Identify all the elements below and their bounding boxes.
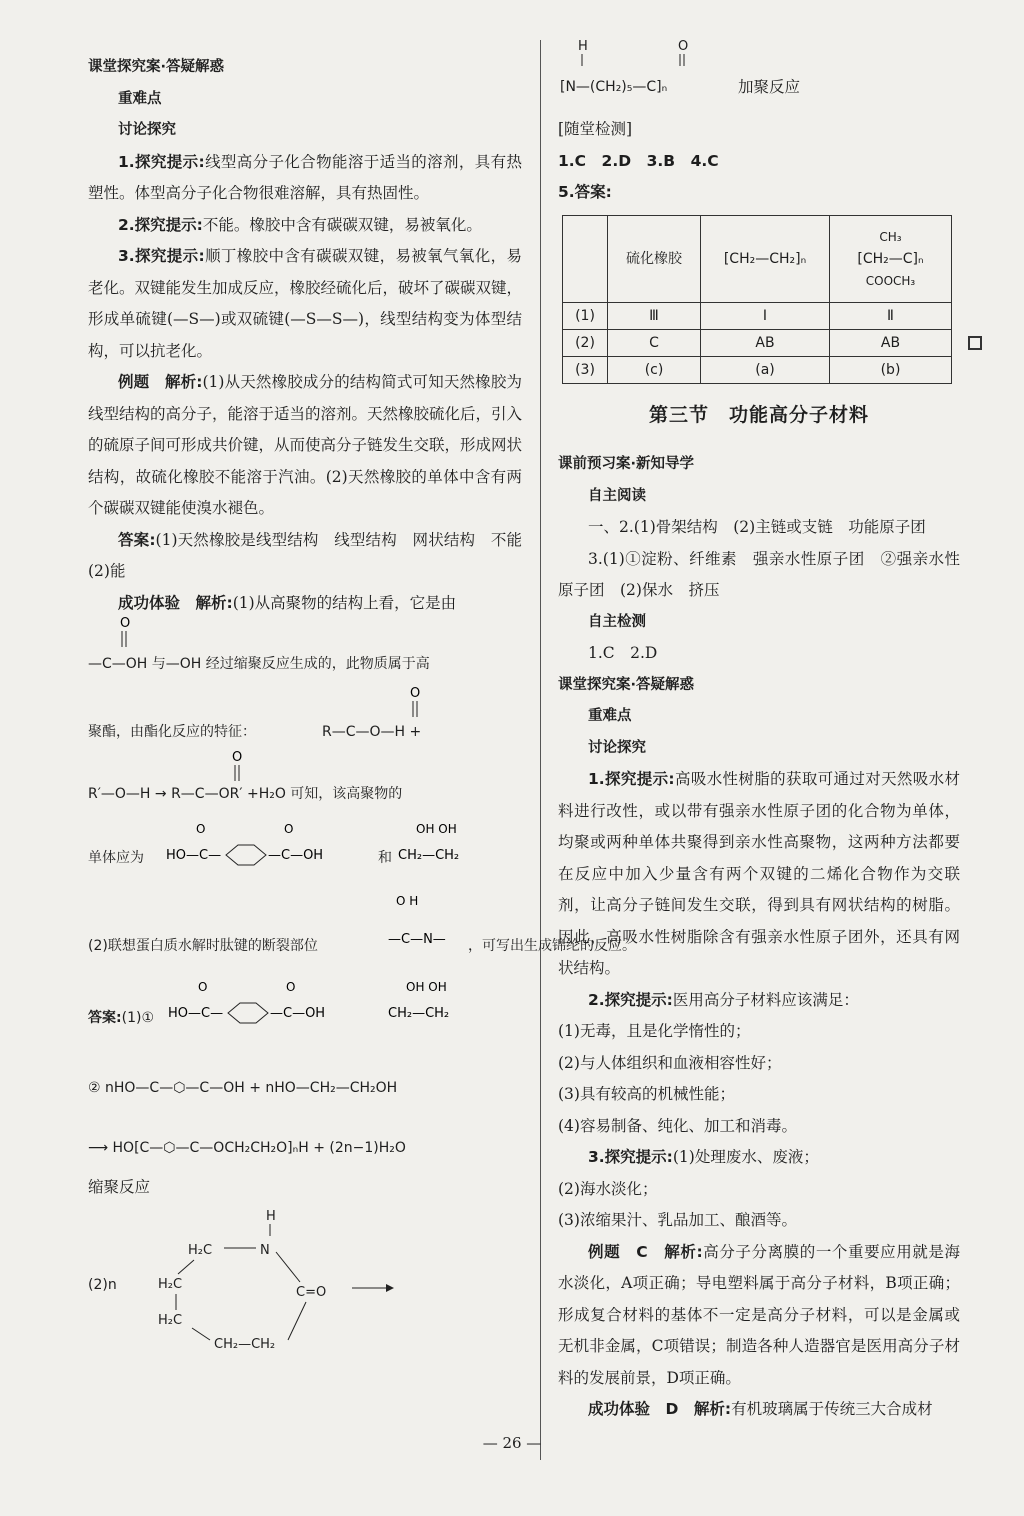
self-test-answers: 1.C 2.D xyxy=(588,644,658,662)
svg-text:CH₂—CH₂: CH₂—CH₂ xyxy=(398,848,460,863)
svg-text:H₂C: H₂C xyxy=(188,1242,213,1258)
terephthalic-acid-structure xyxy=(166,819,366,879)
list-item: (4)容易制备、纯化、加工和消毒。 xyxy=(558,1116,797,1135)
table-cell: Ⅲ xyxy=(608,302,701,329)
corner-mark-icon xyxy=(968,336,982,350)
in-class-test-answers: 1.C 2.D 3.B 4.C xyxy=(558,151,719,170)
example-answer: 答案:(1)天然橡胶是线型结构 线型结构 网状结构 不能 (2)能 xyxy=(88,530,538,580)
preview-heading: 课前预习案·新知导学 xyxy=(558,456,695,472)
answer2-reaction-type: 缩聚反应 xyxy=(88,1178,151,1196)
ester-reaction xyxy=(88,685,522,755)
right-column xyxy=(558,39,960,1426)
list-item: (1)无毒，且是化学惰性的； xyxy=(558,1022,751,1040)
nylon-reaction xyxy=(88,1204,522,1354)
nylon-reaction-type: 加聚反应 xyxy=(738,78,801,96)
svg-text:O: O xyxy=(120,616,131,631)
svg-text:H: H xyxy=(578,39,588,54)
table-cell: (c) xyxy=(608,356,701,383)
list-item: (3)浓缩果汁、乳品加工、酿酒等。 xyxy=(558,1211,797,1229)
answer2-step3: ⟶ HO[C—⬡—C—OCH₂CH₂O]ₙH + (2n−1)H₂O xyxy=(88,1139,406,1156)
table-header-cell: 硫化橡胶 xyxy=(608,215,701,302)
table-cell: (2) xyxy=(563,329,608,356)
ester-formula-2: R′—O—H → R—C—OR′ +H₂O 可知，该高聚物的 xyxy=(88,786,403,802)
section-heading: 课堂探究案·答疑解惑 xyxy=(88,59,225,75)
amide-bond-structure xyxy=(388,891,468,951)
table-header-cell: CH₃ [CH₂—C]ₙ COOCH₃ xyxy=(830,215,952,302)
nylon-product-formula: [N—(CH₂)₅—C]ₙ xyxy=(560,79,668,95)
caprolactam-ring-structure xyxy=(128,1204,408,1354)
svg-text:CH₂—CH₂: CH₂—CH₂ xyxy=(388,1006,450,1021)
table-cell: AB xyxy=(830,329,952,356)
ethylene-glycol-structure-2 xyxy=(388,977,508,1037)
list-item: (2)海水淡化； xyxy=(558,1179,658,1198)
success-r: 成功体验 D 解析:有机玻璃属于传统三大合成材 xyxy=(588,1400,933,1418)
reading-answer-1: 一、2.(1)骨架结构 (2)主链或支链 功能原子团 xyxy=(588,518,926,536)
table-cell: (a) xyxy=(701,356,830,383)
carbonyl-structure xyxy=(106,613,146,653)
svg-text:O: O xyxy=(410,686,421,701)
answer2-line xyxy=(88,973,522,1051)
svg-text:H₂C: H₂C xyxy=(158,1276,183,1292)
svg-text:—C—N—: —C—N— xyxy=(388,932,446,947)
svg-text:O H: O H xyxy=(396,894,419,908)
ethylene-glycol-structure xyxy=(398,819,518,879)
discussion-3: 3.探究提示:顺丁橡胶中含有碳碳双键，易被氧气氧化，易老化。双键能发生加成反应，橡胶经硫化后，破坏了碳碳双键，形成单硫键(—S—)或双硫键(—S—S—)，线型结构变为体型结构，可以抗老化。 xyxy=(88,247,523,360)
svg-text:O: O xyxy=(678,39,689,54)
ester-carbonyl xyxy=(402,683,432,723)
discussion-r2: 2.探究提示:医用高分子材料应该满足： xyxy=(588,990,859,1009)
svg-text:H₂C: H₂C xyxy=(158,1312,183,1328)
monomer-text: 单体应为 xyxy=(88,850,144,866)
amide-line xyxy=(88,893,636,973)
subheading-discussion-2: 讨论探究 xyxy=(588,739,646,756)
ester-text: 聚酯，由酯化反应的特征： xyxy=(88,724,256,740)
nylon-product xyxy=(558,39,960,114)
svg-text:H: H xyxy=(266,1208,276,1224)
answer2-step2: ② nHO—C—⬡—C—OH + nHO—CH₂—CH₂OH xyxy=(88,1080,398,1096)
list-item: (2)与人体组织和血液相容性好； xyxy=(558,1053,782,1072)
svg-text:O: O xyxy=(196,822,206,836)
svg-text:—C—OH: —C—OH xyxy=(268,848,324,863)
table-cell: (b) xyxy=(830,356,952,383)
example-r: 例题 C 解析:高分子分离膜的一个重要应用就是海水淡化，A项正确；导电塑料属于高分子材料，B项正确；形成复合材料的基体不一定是高分子材料，可以是金属或无机非金属，C项错误；制造各种人造器官是医用高分子材料的发展前景，D项正确。 xyxy=(558,1242,960,1387)
svg-text:C=O: C=O xyxy=(296,1284,327,1300)
table-cell: (3) xyxy=(563,356,608,383)
table-cell: Ⅰ xyxy=(701,302,830,329)
table-row xyxy=(563,302,952,329)
svg-text:O: O xyxy=(232,750,243,765)
svg-text:N: N xyxy=(260,1242,270,1258)
example-analysis: 例题 解析:(1)从天然橡胶成分的结构简式可知天然橡胶为线型结构的高分子，能溶于适当的溶剂。天然橡胶硫化后，引入的硫原子间可形成共价键，从而使高分子链发生交联，形成网状结构，故硫化橡胶不能溶于汽油。(2)天然橡胶的单体中含有两个碳碳双键能使溴水褪色。 xyxy=(88,373,523,517)
svg-text:HO—C—: HO—C— xyxy=(166,848,222,863)
carbonyl-text: —C—OH 与—OH 经过缩聚反应生成的，此物质属于高 xyxy=(88,656,430,672)
table-header-cell xyxy=(563,215,608,302)
monomer-line xyxy=(88,815,522,893)
svg-text:O: O xyxy=(286,980,296,994)
section-3-title: 第三节 功能高分子材料 xyxy=(648,403,869,426)
svg-text:CH₂—CH₂: CH₂—CH₂ xyxy=(214,1336,276,1352)
ester-formula-1: R—C—O—H + xyxy=(322,724,422,740)
svg-text:OH OH: OH OH xyxy=(406,980,447,994)
self-test-heading: 自主检测 xyxy=(588,613,646,630)
table-cell: C xyxy=(608,329,701,356)
svg-text:—C—OH: —C—OH xyxy=(270,1006,326,1021)
reading-answer-2: 3.(1)①淀粉、纤维素 强亲水性原子团 ②强亲水性原子团 (2)保水 挤压 xyxy=(558,549,960,599)
svg-text:O: O xyxy=(284,822,294,836)
amide-text: (2)联想蛋白质水解时肽键的断裂部位 xyxy=(88,938,318,954)
table-row xyxy=(563,356,952,383)
success-analysis: 成功体验 解析:(1)从高聚物的结构上看，它是由 xyxy=(118,593,457,612)
page-number: — 26 — xyxy=(482,1434,542,1452)
and-text: 和 xyxy=(378,850,392,866)
in-class-test-heading: [随堂检测] xyxy=(558,120,633,138)
terephthalic-acid-structure-2 xyxy=(168,977,368,1037)
table-cell: Ⅱ xyxy=(830,302,952,329)
list-item: (3)具有较高的机械性能； xyxy=(558,1085,735,1103)
subheading-key-points: 重难点 xyxy=(118,90,162,107)
class-heading: 课堂探究案·答疑解惑 xyxy=(558,676,695,693)
svg-text:O: O xyxy=(198,980,208,994)
question-5-label: 5.答案: xyxy=(558,183,612,201)
answer-table xyxy=(562,215,952,384)
subheading-discussion: 讨论探究 xyxy=(118,122,176,138)
ester-reaction-2 xyxy=(88,750,522,815)
svg-text:OH OH: OH OH xyxy=(416,822,457,836)
nylon-n: (2)n xyxy=(88,1276,117,1293)
discussion-1: 1.探究提示:线型高分子化合物能溶于适当的溶剂，具有热塑性。体型高分子化合物很难溶解，具有热固性。 xyxy=(88,152,522,202)
amide-suffix: ，可写出生成锦纶的反应。 xyxy=(468,938,636,954)
carbonyl-formula xyxy=(88,616,522,685)
table-cell: (1) xyxy=(563,302,608,329)
table-row xyxy=(563,329,952,356)
table-header-cell: [CH₂—CH₂]ₙ xyxy=(701,215,830,302)
discussion-r1: 1.探究提示:高吸水性树脂的获取可通过对天然吸水材料进行改性，或以带有强亲水性原子团的化合物为单体，均聚或两种单体共聚得到亲水性高聚物，这两种方法都要在反应中加入少量含有两个双键的二烯化合物作为交联剂，让高分子链间发生交联，得到具有网状结构的树脂。因此，高吸水性树脂除含有强亲水性原子团外，还具有网状结构。 xyxy=(558,770,960,977)
column-divider xyxy=(540,40,541,1460)
self-reading-heading: 自主阅读 xyxy=(588,487,646,504)
table-cell: AB xyxy=(701,329,830,356)
subheading-key-points-2: 重难点 xyxy=(588,708,632,724)
discussion-r3: 3.探究提示:(1)处理废水、废液； xyxy=(588,1148,819,1166)
svg-text:HO—C—: HO—C— xyxy=(168,1006,224,1021)
table-header-row xyxy=(563,215,952,302)
discussion-2: 2.探究提示:不能。橡胶中含有碳碳双键，易被氧化。 xyxy=(118,215,482,234)
answer2-label-line: 答案:(1)① xyxy=(88,1010,154,1026)
